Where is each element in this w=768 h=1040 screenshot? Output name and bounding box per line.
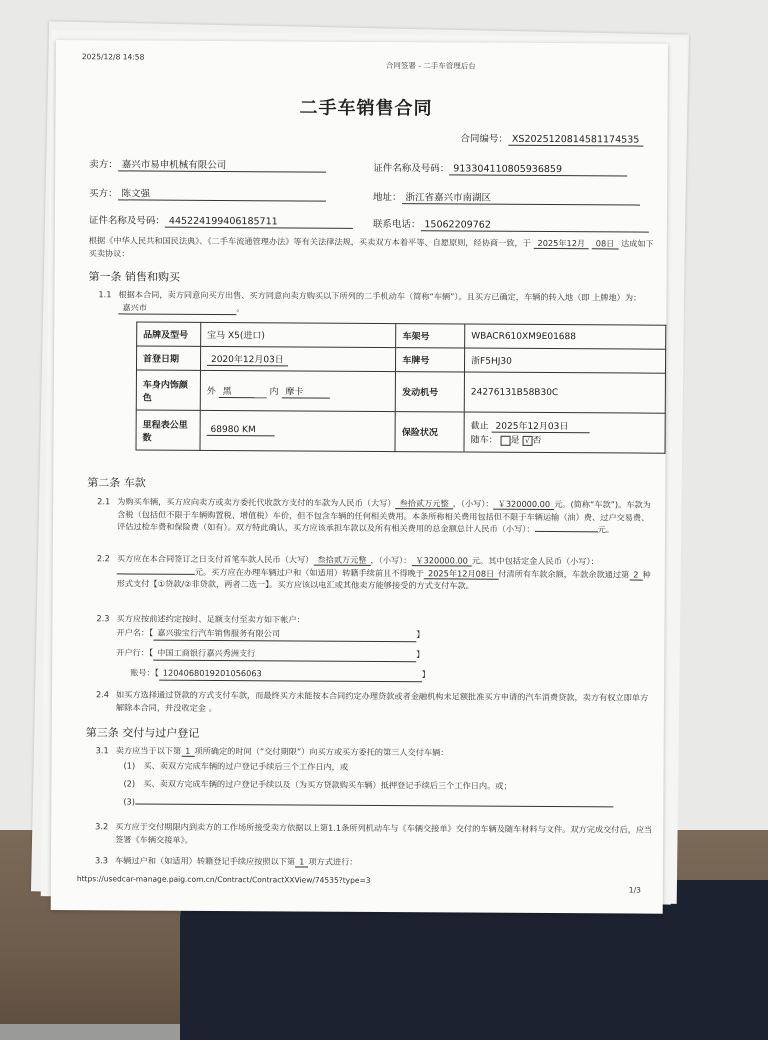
page-title: 二手车销售合同 bbox=[299, 97, 433, 120]
price-amount: ￥320000.00 bbox=[494, 499, 555, 510]
clause-2-4-number: 2.4 bbox=[95, 689, 110, 700]
first-payment-chinese: 叁拾贰万元整 bbox=[313, 555, 370, 566]
with-car-label: 随车： bbox=[470, 435, 498, 446]
clause-3-1-text-b: 项所确定的时间（“交付期限”）向买方或买方委托的第三人交付车辆： bbox=[194, 745, 449, 758]
clause-2-2-text-d: 元。买方应在办理车辆过户和（如适用）转籍手续前且不得晚于 bbox=[194, 566, 425, 578]
contract-number-label: 合同编号： bbox=[460, 133, 508, 145]
buyer-id: 445224199406185711 bbox=[165, 216, 353, 229]
account-name: 嘉兴骏宝行汽车销售服务有限公司 bbox=[153, 627, 416, 642]
section-3-title: 第三条 交付与过户登记 bbox=[85, 726, 200, 740]
print-timestamp: 2025/12/8 14:58 bbox=[81, 52, 145, 62]
address-row bbox=[373, 189, 640, 206]
no-label: 否 bbox=[532, 435, 542, 446]
contract-number-row bbox=[460, 130, 643, 145]
vin-label: 车架号 bbox=[396, 324, 465, 348]
mileage-cell bbox=[200, 410, 396, 451]
interior-color: 摩卡 bbox=[281, 384, 329, 398]
account-name-label: 开户名：【 bbox=[116, 627, 154, 638]
seller-id-row bbox=[373, 160, 627, 177]
clause-1-1-period: 。 bbox=[236, 302, 245, 313]
clause-2-1-text-d: 元。 bbox=[597, 524, 615, 535]
balance-deadline: 2025年12月08日 bbox=[424, 568, 498, 579]
seller-id-label: 证件名称及号码： bbox=[373, 162, 450, 175]
registration-location: 嘉兴市 bbox=[118, 301, 236, 315]
engine-value: 24276131B58B30C bbox=[464, 372, 665, 413]
reg-date-label: 首登日期 bbox=[136, 346, 200, 370]
address-label: 地址： bbox=[373, 191, 402, 204]
brand-value: 宝马 X5(进口) bbox=[201, 322, 397, 347]
clause-2-4-text: 如买方选择通过贷款的方式支付车款，而最终买方未能按本合同约定办理贷款或者金融机构未足额批准买方申请的汽车消费贷款，卖方有权立即单方解除本合同，并没收定金 。 bbox=[115, 689, 649, 713]
account-number-label: 账号：【 bbox=[130, 667, 159, 678]
insurance-prefix: 截止 bbox=[470, 421, 489, 432]
delivery-option-3-label: (3) bbox=[123, 796, 135, 807]
clause-1-1 bbox=[118, 288, 658, 317]
color-cell bbox=[200, 370, 396, 411]
checkbox-yes[interactable] bbox=[500, 435, 510, 445]
insurance-cell bbox=[464, 412, 665, 453]
phone-row bbox=[373, 216, 649, 233]
phone: 15062209762 bbox=[420, 219, 648, 232]
clause-3-3-number: 3.3 bbox=[94, 855, 109, 866]
clause-3-1-text-a: 卖方应当于以下第 bbox=[115, 745, 182, 756]
plate-value: 浙F5HJ30 bbox=[465, 348, 666, 373]
first-payment-amount: ￥320000.00 bbox=[411, 555, 472, 566]
clause-2-1 bbox=[117, 495, 657, 536]
insurance-label: 保险状况 bbox=[395, 412, 464, 452]
seller-row bbox=[89, 156, 326, 172]
yes-label: 是 bbox=[510, 435, 520, 446]
delivery-option-3 bbox=[123, 795, 613, 810]
clause-2-1-text-b: ，（小写）： bbox=[452, 498, 494, 509]
bank-label: 开户行：【 bbox=[116, 647, 154, 658]
bracket-close: 】 bbox=[416, 649, 425, 660]
clause-2-2-number: 2.2 bbox=[96, 553, 110, 564]
preamble bbox=[89, 234, 659, 262]
delivery-option: 1 bbox=[181, 746, 194, 757]
reg-date-cell bbox=[200, 346, 396, 371]
seller-id: 913304110805936859 bbox=[449, 163, 627, 176]
bank-name: 中国工商银行嘉兴秀洲支行 bbox=[153, 647, 416, 662]
section-2-title: 第二条 车款 bbox=[87, 476, 146, 490]
clause-2-1-number: 2.1 bbox=[97, 496, 111, 507]
clause-3-1 bbox=[116, 744, 449, 759]
buyer-name: 陈文强 bbox=[118, 185, 326, 201]
clause-3-2-number: 3.2 bbox=[95, 821, 109, 832]
section-1-title: 第一条 销售和购买 bbox=[88, 270, 181, 284]
contract-page bbox=[51, 40, 668, 914]
clause-2-2 bbox=[117, 552, 657, 593]
clause-2-2-text-e: 付清所有车款余额，车款余款通过第 bbox=[498, 568, 630, 580]
clause-3-1-number: 3.1 bbox=[95, 745, 109, 756]
clause-2-3-number: 2.3 bbox=[96, 613, 110, 624]
page-number: 1/3 bbox=[628, 885, 641, 895]
exterior-color: 黑 bbox=[219, 384, 267, 398]
clause-2-2-text-c: 元。其中包括定金人民币（小写）： bbox=[471, 555, 599, 567]
account-number: 1204068019201056063 bbox=[159, 667, 422, 682]
site-title: 合同签署 - 二手车管理后台 bbox=[385, 61, 476, 71]
clause-2-3-text: 买方应按前述约定按时、足额支付至卖方如下帐户： bbox=[116, 613, 305, 625]
clause-3-3 bbox=[115, 854, 358, 868]
clause-2-2-text-b: ，（小写）： bbox=[370, 554, 412, 566]
delivery-option-1: (1) 买、卖双方完成车辆的过户登记手续后三个工作日内，或 bbox=[123, 760, 349, 772]
buyer-label: 买方： bbox=[89, 188, 118, 200]
preamble-tail: 达成如下买卖协议： bbox=[88, 238, 654, 258]
clause-1-1-number: 1.1 bbox=[98, 289, 112, 300]
clause-3-2-text: 买方应于交付期限内到卖方的工作场所接受卖方依据以上第1.1条所列机动车与《车辆交接单》交付的车辆及随车材料与文件。双方完成交付后，应当签署《车辆交接单》。 bbox=[115, 821, 653, 845]
clause-2-2-text-f: 种形式支付【①贷款/②非贷款，两者二选一】。买方应该以电汇或其他卖方能够接受的方式支付车款。 bbox=[116, 569, 651, 591]
clause-1-1-text: 根据本合同，卖方同意向买方出售、买方同意向卖方购买以下所列的二手机动车（简称“车辆”）。且买方已确定，车辆的转入地（即 bbox=[118, 289, 590, 303]
plate-label: 车牌号 bbox=[396, 348, 465, 372]
reg-date-value: 2020年12月03日 bbox=[207, 355, 288, 366]
seller-name: 嘉兴市易申机械有限公司 bbox=[118, 156, 326, 172]
contract-number: XS2025120814581174535 bbox=[508, 134, 643, 147]
table-row bbox=[136, 346, 665, 373]
account-name-row bbox=[116, 626, 424, 641]
clause-2-1-text-a: 为购买车辆，买方应向卖方或卖方委托代收款方支付的车款为人民币（大写） bbox=[117, 496, 396, 509]
clause-1-1-text-b: 上牌地）为： bbox=[592, 292, 642, 303]
seller-label: 卖方： bbox=[89, 159, 118, 171]
brand-label: 品牌及型号 bbox=[137, 322, 201, 346]
bank-row bbox=[116, 646, 424, 661]
table-row bbox=[137, 322, 666, 349]
clause-3-3-text-b: 项方式进行： bbox=[308, 856, 358, 867]
bracket-close: 】 bbox=[421, 669, 431, 680]
exterior-prefix: 外 bbox=[206, 386, 216, 397]
checkbox-no[interactable]: √ bbox=[522, 435, 532, 445]
preamble-text: 根据《中华人民共和国民法典》、《二手车流通管理办法》等有关法律法规，买卖双方本着平等、自愿原则，经协商一致，于 bbox=[88, 235, 531, 248]
phone-label: 联系电话： bbox=[372, 218, 421, 231]
buyer-row bbox=[89, 185, 326, 201]
table-row bbox=[136, 410, 665, 453]
address: 浙江省嘉兴市南湖区 bbox=[402, 189, 640, 205]
mileage-label: 里程表公里数 bbox=[136, 410, 200, 450]
insurance-date: 2025年12月03日 bbox=[492, 419, 590, 434]
interior-prefix: 内 bbox=[269, 386, 279, 397]
delivery-option-2: (2) 买、卖双方完成车辆的过户登记手续以及（为买方贷款购买车辆）抵押登记手续后三个工作日内。或； bbox=[123, 778, 512, 791]
transfer-option: 1 bbox=[295, 856, 308, 867]
account-number-row bbox=[130, 666, 430, 681]
preamble-date: 2025年12月 bbox=[533, 238, 589, 249]
bracket-close: 】 bbox=[416, 629, 425, 640]
color-label: 车身内饰颜色 bbox=[136, 370, 200, 410]
payment-method: 2 bbox=[629, 569, 642, 580]
price-amount-chinese: 叁拾贰万元整 bbox=[396, 498, 453, 509]
vehicle-info-table bbox=[135, 321, 666, 453]
mileage-value: 68980 KM bbox=[207, 425, 275, 436]
table-row bbox=[136, 370, 665, 413]
buyer-id-label: 证件名称及号码： bbox=[88, 215, 165, 227]
clause-2-2-text-a: 买方应在本合同签订之日支付首笔车款人民币（大写） bbox=[116, 553, 314, 565]
vin-value: WBACR610XM9E01688 bbox=[465, 324, 666, 349]
buyer-id-row bbox=[89, 212, 353, 229]
clause-2-1-text-c: 元。(简称“车款”)。车款为含税（包括但不限于车辆购置税、增值税）车价，但不包含车辆的任何相关费用。本条所称相关费用包括但不限于车辆运输（油）费、过户交易费、评估过检车费和保险费（如有）。双方特此确认，买方应该承担车款以及所有相关费用的总金额总计人民币（小写）： bbox=[116, 499, 651, 534]
footer-url: https://usedcar-manage.paig.com.cn/Contract/ContractXXView/74535?type=3 bbox=[76, 874, 371, 885]
preamble-date-day: 08日 bbox=[592, 238, 619, 249]
engine-label: 发动机号 bbox=[396, 372, 465, 412]
clause-3-3-text-a: 车辆过户和（如适用）转籍登记手续应按照以下第 bbox=[114, 855, 296, 867]
